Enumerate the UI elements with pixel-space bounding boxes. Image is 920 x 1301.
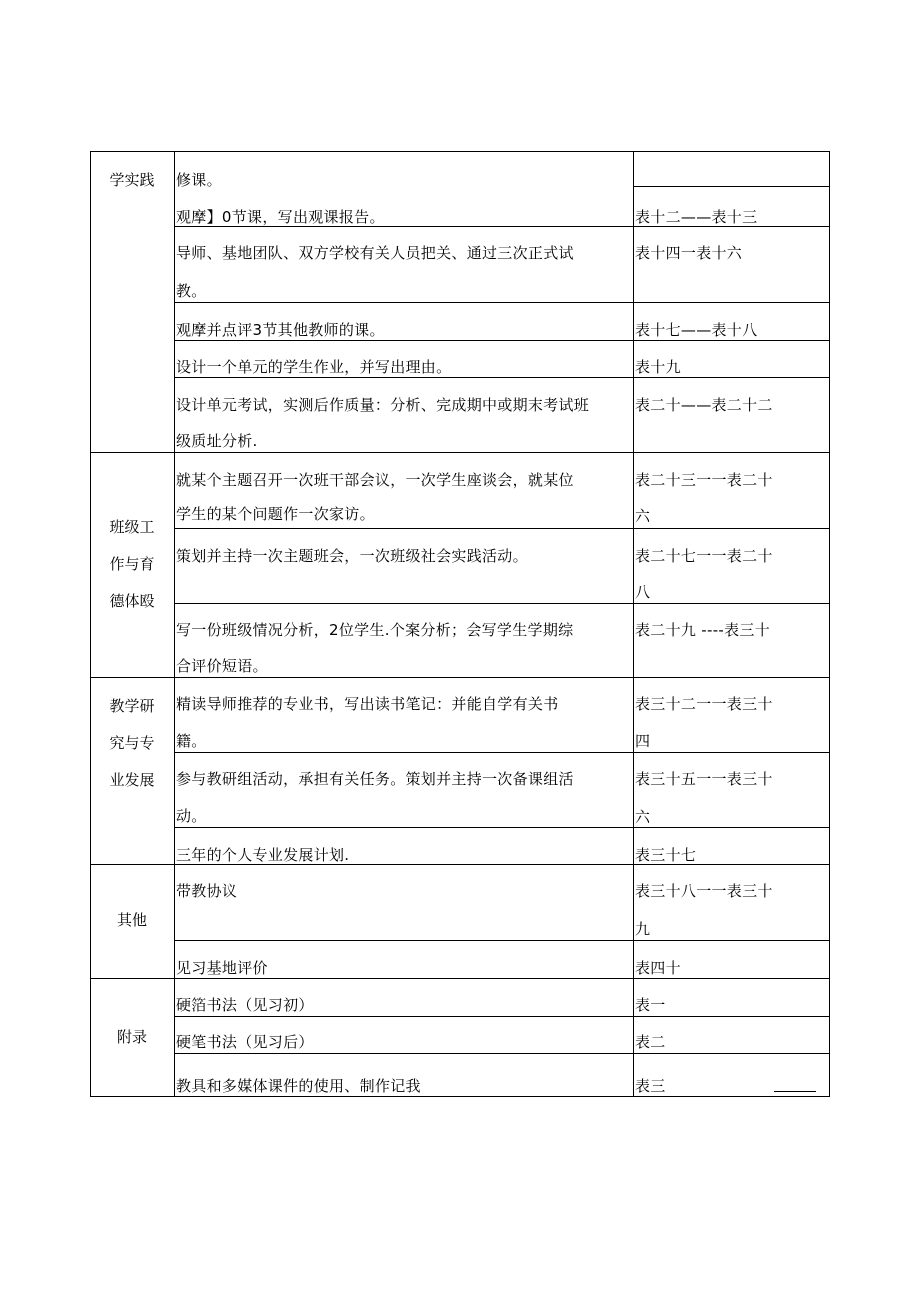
section-line bbox=[90, 978, 830, 979]
section-line bbox=[90, 677, 830, 678]
form-ref: 八 bbox=[635, 583, 651, 601]
category-label: 教学研 究与专 业发展 bbox=[109, 697, 155, 789]
form-ref: 九 bbox=[635, 920, 651, 938]
row-line bbox=[174, 603, 830, 604]
form-ref: 表十七——表十八 bbox=[635, 321, 758, 339]
row-line bbox=[633, 186, 830, 187]
form-ref: 表三十五一一表三十 bbox=[635, 770, 773, 788]
category-label: 班级工 作与育 德体殴 bbox=[109, 518, 155, 610]
row-line bbox=[174, 1016, 830, 1017]
form-ref: 表三十七 bbox=[635, 846, 697, 864]
task-text: 设计一个单元的学生作业，并写出理由。 bbox=[176, 358, 452, 376]
task-text: 学生的某个问题作一次家访。 bbox=[176, 505, 375, 523]
trailing-underline bbox=[774, 1091, 816, 1092]
form-ref: 表十二——表十三 bbox=[635, 208, 758, 226]
task-text: 籍。 bbox=[176, 732, 207, 750]
form-ref: 表十九 bbox=[635, 358, 681, 376]
form-ref: 表三十八一一表三十 bbox=[635, 882, 773, 900]
form-ref: 表四十 bbox=[635, 959, 681, 977]
row-line bbox=[174, 528, 830, 529]
form-ref: 表二十九 ----表三十 bbox=[635, 621, 771, 639]
row-line bbox=[174, 1053, 830, 1054]
form-ref: 表二十三一一表二十 bbox=[635, 471, 773, 489]
form-ref: 六 bbox=[635, 808, 651, 826]
task-text: 写一份班级情况分析，2位学生.个案分析；会写学生学期综 bbox=[176, 621, 574, 639]
form-column-left-border bbox=[633, 151, 634, 1097]
form-ref: 四 bbox=[635, 732, 651, 750]
row-line bbox=[174, 377, 830, 378]
practice-task-table bbox=[90, 151, 830, 1097]
row-line bbox=[174, 940, 830, 941]
task-text: 导师、基地团队、双方学校有关人员把关、通过三次正式试 bbox=[176, 244, 574, 262]
form-ref: 表二 bbox=[635, 1033, 666, 1051]
task-text: 修课。 bbox=[176, 171, 222, 189]
task-text: 教。 bbox=[176, 282, 207, 300]
task-text: 参与教研组活动，承担有关任务。策划并主持一次备课组活 bbox=[176, 770, 574, 788]
table-top-border bbox=[90, 151, 830, 152]
form-ref: 表二十——表二十二 bbox=[635, 396, 773, 414]
table-bottom-border bbox=[90, 1096, 830, 1097]
task-text: 带教协议 bbox=[176, 882, 238, 900]
task-text: 观摩】0节课，写出观课报告。 bbox=[176, 208, 385, 226]
task-text: 精读导师推荐的专业书，写出读书笔记：并能自学有关书 bbox=[176, 695, 559, 713]
row-line bbox=[174, 827, 830, 828]
task-text: 设计单元考试，实测后作质量：分析、完成期中或期末考试班 bbox=[176, 396, 590, 414]
category-label: 其他 bbox=[116, 911, 147, 929]
task-text: 硬笔书法（见习后） bbox=[176, 1033, 314, 1051]
task-text: 见习基地评价 bbox=[176, 959, 268, 977]
category-label: 学实践 bbox=[109, 171, 155, 189]
task-text: 策划并主持一次主题班会，一次班级社会实践活动。 bbox=[176, 547, 528, 565]
task-text: 教具和多媒体课件的使用、制作记我 bbox=[176, 1077, 421, 1095]
form-ref: 表一 bbox=[635, 996, 666, 1014]
task-text: 观摩并点评3节其他教师的课。 bbox=[176, 321, 385, 339]
section-line bbox=[90, 452, 830, 453]
row-line bbox=[174, 752, 830, 753]
form-ref: 表三 bbox=[635, 1077, 666, 1095]
task-text: 级质址分析. bbox=[176, 432, 258, 450]
task-text: 三年的个人专业发展计划. bbox=[176, 846, 350, 864]
task-text: 硬箔书法（见习初） bbox=[176, 996, 314, 1014]
task-text: 合评价短语。 bbox=[176, 657, 268, 675]
row-line bbox=[174, 340, 830, 341]
row-line bbox=[174, 302, 830, 303]
table-right-border bbox=[829, 151, 830, 1097]
form-ref: 表十四一表十六 bbox=[635, 244, 743, 262]
category-label: 附录 bbox=[116, 1028, 147, 1046]
form-ref: 六 bbox=[635, 507, 651, 525]
category-divider bbox=[174, 151, 175, 1097]
form-ref: 表二十七一一表二十 bbox=[635, 547, 773, 565]
task-text: 动。 bbox=[176, 807, 207, 825]
task-text: 就某个主题召开一次班干部会议，一次学生座谈会，就某位 bbox=[176, 471, 574, 489]
table-left-border bbox=[90, 151, 91, 1097]
form-ref: 表三十二一一表三十 bbox=[635, 695, 773, 713]
